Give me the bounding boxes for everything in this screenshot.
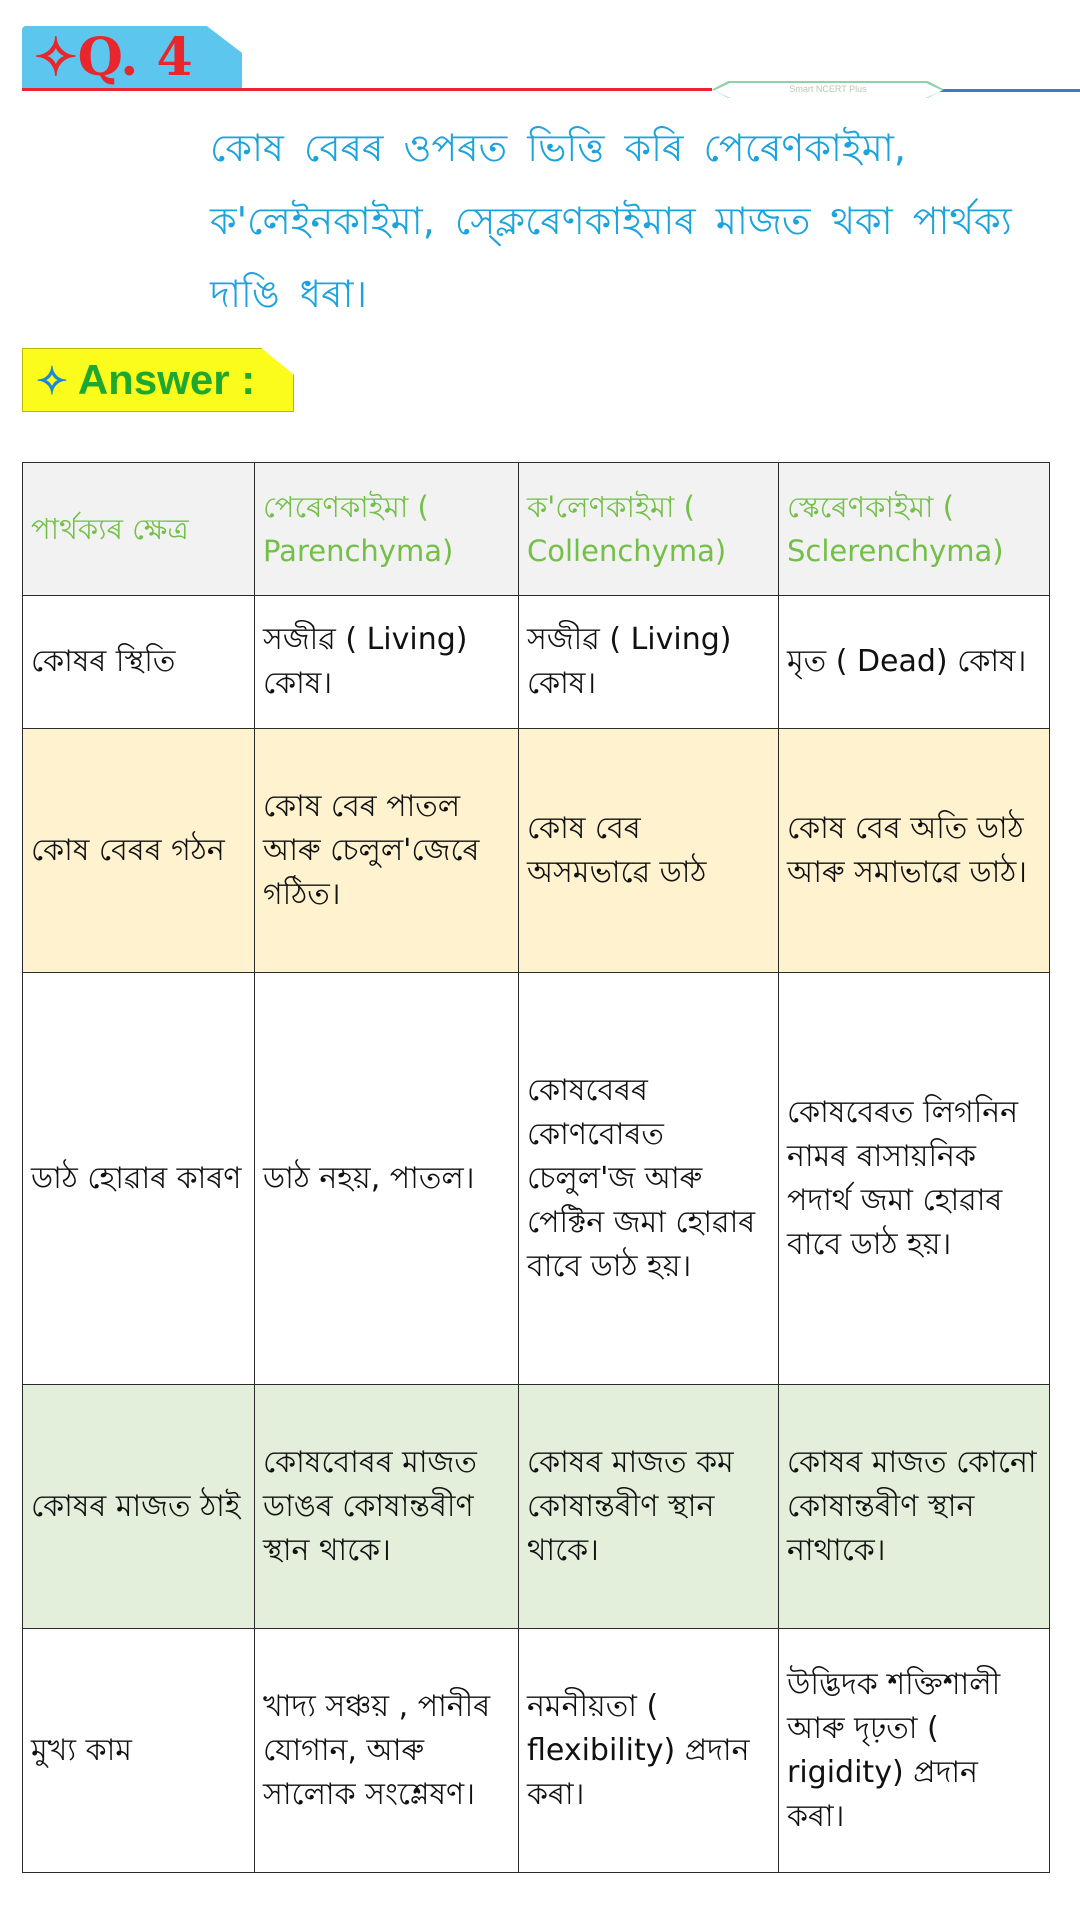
answer-heading	[36, 350, 255, 410]
header-rule-red	[22, 88, 712, 91]
table-cell: ডাঠ নহয়, পাতল।	[255, 973, 519, 1385]
table-cell: কোষ বেৰ অতি ডাঠ আৰু সমাভাৱে ডাঠ।	[779, 729, 1050, 973]
header-cell-parenchyma: পেৰেণকাইমা ( Parenchyma)	[255, 463, 519, 596]
table-cell: উদ্ভিদক শক্তিশালী আৰু দৃঢ়তা ( rigidity) প্ৰদান কৰা।	[779, 1629, 1050, 1873]
table-cell: কোষবেৰৰ কোণবোৰত চেলুল'জ আৰু পেক্টিন জমা হোৱাৰ বাবে ডাঠ হয়।	[519, 973, 779, 1385]
table-cell: কোষবেৰত লিগনিন নামৰ ৰাসায়নিক পদাৰ্থ জমা হোৱাৰ বাবে ডাঠ হয়।	[779, 973, 1050, 1385]
table-cell: কোষৰ মাজত কম কোষান্তৰীণ স্থান থাকে।	[519, 1385, 779, 1629]
table-cell: কোষ বেৰ পাতল আৰু চেলুল'জেৰে গঠিত।	[255, 729, 519, 973]
answer-label: Answer :	[77, 356, 256, 403]
header-cell-sclerenchyma: স্কেৰেণকাইমা ( Sclerenchyma)	[779, 463, 1050, 596]
table-row	[23, 973, 1050, 1385]
table-cell: খাদ্য সঞ্চয় , পানীৰ যোগান, আৰু সালোক সংশ্লেষণ।	[255, 1629, 519, 1873]
comparison-table	[22, 462, 1050, 1873]
table-cell: কোষ বেৰৰ গঠন	[23, 729, 255, 973]
watermark-text: Smart NCERT Plus	[789, 84, 867, 94]
table-cell: নমনীয়তা ( flexibility) প্ৰদান কৰা।	[519, 1629, 779, 1873]
header-rule-blue	[930, 89, 1080, 92]
sparkle-icon: ✧	[36, 361, 68, 403]
table-row	[23, 729, 1050, 973]
table-cell: মুখ্য কাম	[23, 1629, 255, 1873]
question-text: কোষ বেৰৰ ওপৰত ভিত্তি কৰি পেৰেণকাইমা, ক'লেইনকাইমা, স্ক্লেৰেণকাইমাৰ মাজত থকা পাৰ্থক্য দাঙি ধৰা।	[210, 126, 1012, 316]
header-cell-collenchyma: ক'লেণকাইমা ( Collenchyma)	[519, 463, 779, 596]
table-row	[23, 1385, 1050, 1629]
table-cell: কোষৰ স্থিতি	[23, 596, 255, 729]
question-number: ✧Q. 4	[34, 27, 193, 88]
table-cell: সজীৱ ( Living) কোষ।	[519, 596, 779, 729]
table-row	[23, 596, 1050, 729]
table-cell: মৃত ( Dead) কোষ।	[779, 596, 1050, 729]
table-cell: কোষবোৰৰ মাজত ডাঙৰ কোষান্তৰীণ স্থান থাকে।	[255, 1385, 519, 1629]
table-header-row	[23, 463, 1050, 596]
table-cell: ডাঠ হোৱাৰ কাৰণ	[23, 973, 255, 1385]
header-cell-feature: পাৰ্থক্যৰ ক্ষেত্ৰ	[23, 463, 255, 596]
table-cell: কোষৰ মাজত কোনো কোষান্তৰীণ স্থান নাথাকে।	[779, 1385, 1050, 1629]
table-cell: কোষৰ মাজত ঠাই	[23, 1385, 255, 1629]
table-cell: সজীৱ ( Living) কোষ।	[255, 596, 519, 729]
table-cell: কোষ বেৰ অসমভাৱে ডাঠ	[519, 729, 779, 973]
table-row	[23, 1629, 1050, 1873]
